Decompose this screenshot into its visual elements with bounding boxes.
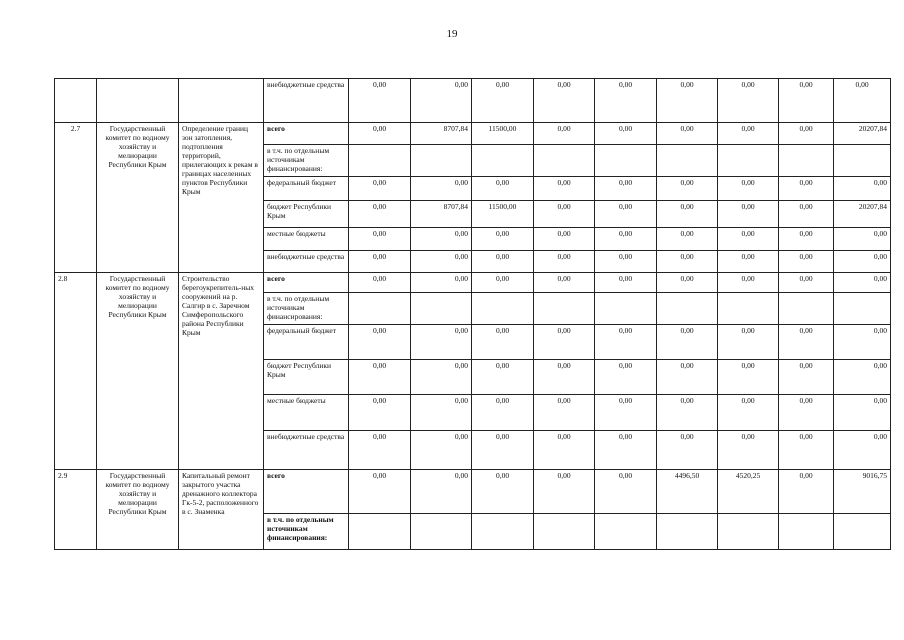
value-cell: 0,00 [718,273,779,293]
value-cell: 0,00 [411,431,472,470]
value-cell: 0,00 [534,201,595,228]
value-cell: 0,00 [411,395,472,431]
executor-name: Государственный комитет по водному хозяйству и мелиорации Республики Крым [97,123,179,273]
funding-source-cell: внебюджетные средства [264,251,349,273]
value-cell: 0,00 [411,470,472,514]
value-cell: 0,00 [657,177,718,201]
value-cell [472,293,534,325]
executor-name: Государственный комитет по водному хозяйству и мелиорации Республики Крым [97,273,179,470]
value-cell: 0,00 [657,325,718,360]
executor-cell [97,79,179,123]
value-cell: 0,00 [472,79,534,123]
value-cell: 0,00 [657,395,718,431]
value-cell: 0,00 [657,273,718,293]
value-cell: 0,00 [411,360,472,395]
value-cell: 0,00 [411,79,472,123]
value-cell: 0,00 [779,177,834,201]
funding-source-cell: внебюджетные средства [264,431,349,470]
executor-name: Государственный комитет по водному хозяйству и мелиорации Республики Крым [97,470,179,550]
value-cell: 0,00 [834,360,891,395]
item-description: Строительство берегоукрепитель-ных сооружений на р. Салгир в с. Заречном Симферопольского района Республики Крым [179,273,264,470]
value-cell: 0,00 [834,228,891,251]
value-cell [718,145,779,177]
value-cell: 0,00 [472,395,534,431]
value-cell: 0,00 [718,431,779,470]
value-cell: 0,00 [595,201,657,228]
value-cell: 0,00 [779,325,834,360]
value-cell: 0,00 [657,201,718,228]
value-cell: 0,00 [472,325,534,360]
table-row [55,273,891,293]
value-cell: 0,00 [534,79,595,123]
value-cell: 0,00 [595,228,657,251]
value-cell: 0,00 [595,325,657,360]
value-cell: 0,00 [411,325,472,360]
value-cell: 0,00 [834,79,891,123]
value-cell: 0,00 [779,360,834,395]
value-cell [779,293,834,325]
value-cell: 0,00 [595,360,657,395]
value-cell: 0,00 [349,177,411,201]
value-cell [834,145,891,177]
funding-source-cell: бюджет Республики Крым [264,201,349,228]
value-cell: 0,00 [534,360,595,395]
value-cell: 0,00 [595,177,657,201]
value-cell: 0,00 [779,201,834,228]
value-cell: 0,00 [411,251,472,273]
value-cell: 0,00 [349,395,411,431]
value-cell: 8707,84 [411,201,472,228]
funding-source-cell: внебюджетные средства [264,79,349,123]
value-cell: 20207,84 [834,123,891,145]
value-cell: 11500,00 [472,123,534,145]
funding-source-cell: всего [264,123,349,145]
value-cell: 0,00 [534,228,595,251]
value-cell [657,145,718,177]
value-cell: 0,00 [534,431,595,470]
value-cell [349,145,411,177]
value-cell: 0,00 [834,325,891,360]
value-cell: 0,00 [595,79,657,123]
value-cell: 0,00 [834,395,891,431]
table-row [55,470,891,514]
value-cell: 0,00 [718,228,779,251]
value-cell: 0,00 [657,228,718,251]
value-cell: 0,00 [472,177,534,201]
value-cell: 11500,00 [472,201,534,228]
funding-source-cell: федеральный бюджет [264,177,349,201]
value-cell: 0,00 [349,79,411,123]
value-cell: 0,00 [779,79,834,123]
value-cell: 0,00 [349,251,411,273]
table-row [55,123,891,145]
budget-table [54,78,891,550]
value-cell [472,145,534,177]
item-number: 2.7 [55,123,97,273]
value-cell: 0,00 [349,201,411,228]
value-cell [411,145,472,177]
value-cell: 0,00 [657,251,718,273]
value-cell [534,514,595,550]
funding-source-cell: всего [264,470,349,514]
value-cell [657,293,718,325]
value-cell: 0,00 [595,123,657,145]
value-cell: 0,00 [534,273,595,293]
value-cell: 0,00 [349,228,411,251]
value-cell [834,293,891,325]
table-row [55,79,891,123]
value-cell: 0,00 [411,273,472,293]
item-number: 2.8 [55,273,97,470]
funding-source-cell: в т.ч. по отдельным источникам финансирования: [264,514,349,550]
value-cell: 0,00 [779,470,834,514]
value-cell: 0,00 [349,470,411,514]
value-cell: 0,00 [534,177,595,201]
funding-source-cell: федеральный бюджет [264,325,349,360]
value-cell: 0,00 [718,325,779,360]
value-cell: 0,00 [657,360,718,395]
value-cell [534,145,595,177]
item-number: 2.9 [55,470,97,550]
value-cell: 0,00 [534,251,595,273]
value-cell: 0,00 [472,431,534,470]
value-cell: 0,00 [411,177,472,201]
item-description: Капитальный ремонт закрытого участка дренажного коллектора Гк-5-2, расположенного в с. Знаменка [179,470,264,550]
value-cell: 0,00 [595,470,657,514]
item-description: Определение границ зон затопления, подтопления территорий, прилегающих к рекам в границах населенных пунктов Республики Крым [179,123,264,273]
value-cell [595,145,657,177]
value-cell: 0,00 [411,228,472,251]
value-cell [349,293,411,325]
value-cell: 4520,25 [718,470,779,514]
value-cell: 0,00 [718,251,779,273]
funding-source-cell: местные бюджеты [264,395,349,431]
value-cell [472,514,534,550]
funding-source-cell: бюджет Республики Крым [264,360,349,395]
page-number: 19 [446,28,458,40]
value-cell [779,145,834,177]
description-cell [179,79,264,123]
value-cell: 0,00 [779,228,834,251]
value-cell: 0,00 [595,431,657,470]
value-cell: 0,00 [349,431,411,470]
value-cell: 0,00 [472,273,534,293]
value-cell: 0,00 [779,395,834,431]
value-cell: 0,00 [718,123,779,145]
value-cell: 0,00 [349,325,411,360]
value-cell: 0,00 [472,251,534,273]
value-cell: 0,00 [657,431,718,470]
value-cell [349,514,411,550]
value-cell [718,293,779,325]
value-cell [718,514,779,550]
funding-source-cell: местные бюджеты [264,228,349,251]
value-cell: 0,00 [595,395,657,431]
number-cell [55,79,97,123]
value-cell: 4496,50 [657,470,718,514]
value-cell: 9016,75 [834,470,891,514]
funding-source-cell: всего [264,273,349,293]
value-cell: 0,00 [349,123,411,145]
value-cell: 8707,84 [411,123,472,145]
value-cell [411,293,472,325]
value-cell: 0,00 [349,360,411,395]
value-cell: 0,00 [718,201,779,228]
value-cell [534,293,595,325]
value-cell: 0,00 [834,177,891,201]
value-cell: 0,00 [834,273,891,293]
value-cell: 0,00 [472,228,534,251]
value-cell: 0,00 [779,123,834,145]
value-cell [595,293,657,325]
value-cell: 0,00 [349,273,411,293]
value-cell: 0,00 [779,431,834,470]
value-cell: 0,00 [534,470,595,514]
value-cell: 0,00 [657,79,718,123]
value-cell: 0,00 [534,325,595,360]
value-cell: 0,00 [472,360,534,395]
value-cell: 0,00 [657,123,718,145]
value-cell: 0,00 [779,273,834,293]
funding-source-cell: в т.ч. по отдельным источникам финансирования: [264,293,349,325]
value-cell: 0,00 [718,395,779,431]
value-cell: 0,00 [534,395,595,431]
value-cell: 0,00 [834,431,891,470]
value-cell [657,514,718,550]
value-cell [595,514,657,550]
value-cell [834,514,891,550]
value-cell [411,514,472,550]
value-cell: 0,00 [472,470,534,514]
value-cell: 0,00 [718,360,779,395]
value-cell: 0,00 [834,251,891,273]
value-cell: 0,00 [534,123,595,145]
value-cell [779,514,834,550]
value-cell: 20207,84 [834,201,891,228]
value-cell: 0,00 [595,251,657,273]
value-cell: 0,00 [595,273,657,293]
value-cell: 0,00 [779,251,834,273]
value-cell: 0,00 [718,177,779,201]
value-cell: 0,00 [718,79,779,123]
funding-source-cell: в т.ч. по отдельным источникам финансирования: [264,145,349,177]
